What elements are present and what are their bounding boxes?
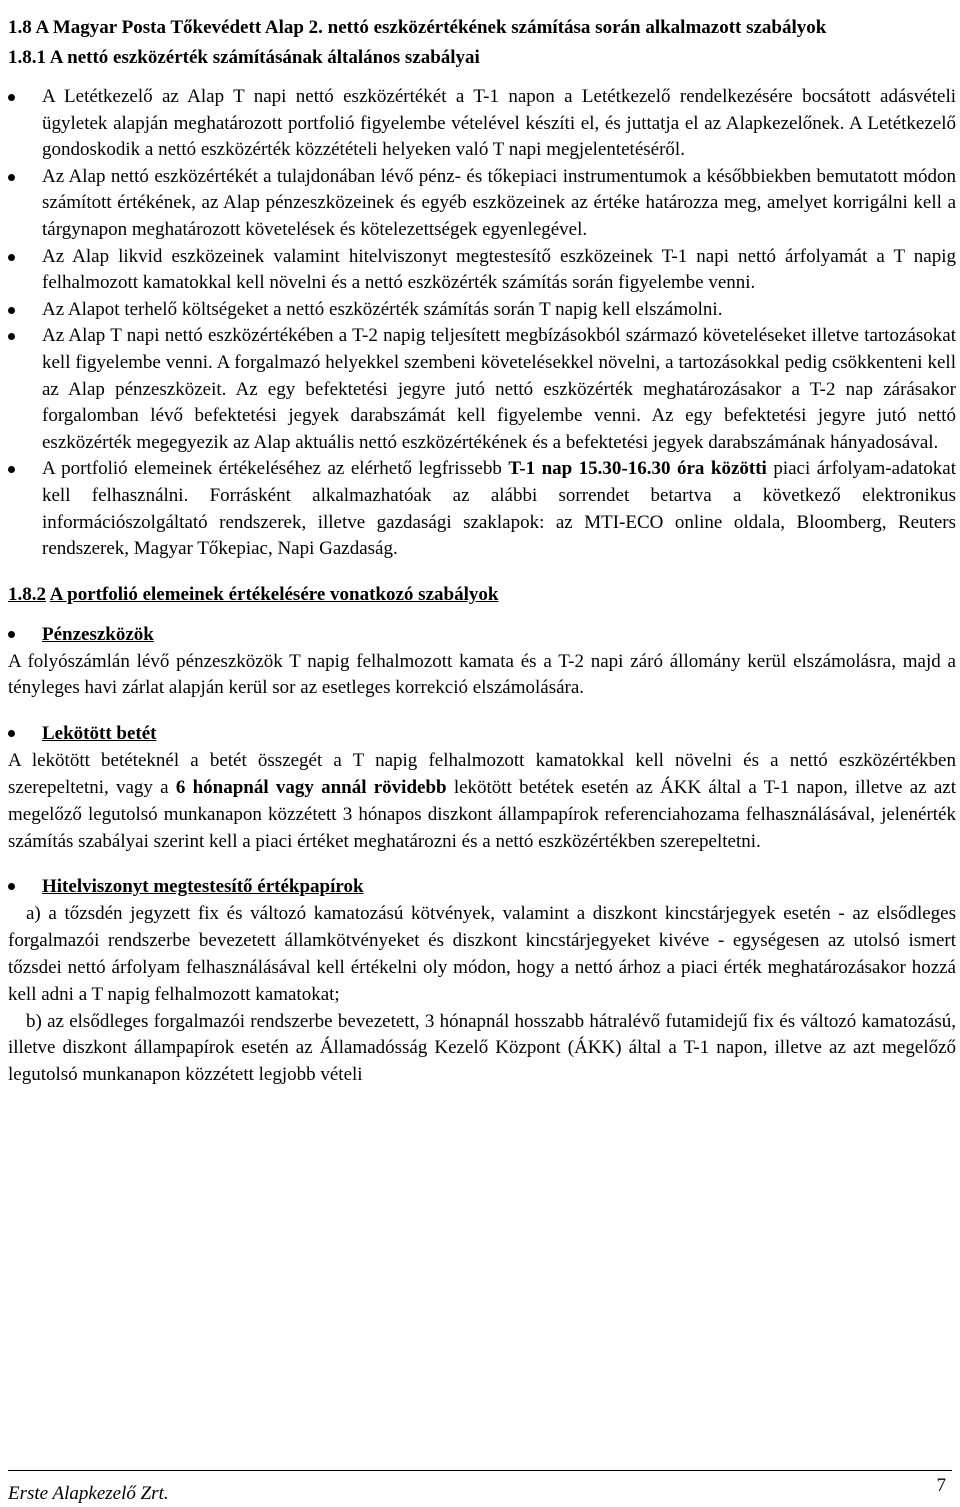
bullet-icon — [8, 466, 15, 473]
footer-company: Erste Alapkezelő Zrt. — [8, 1483, 169, 1504]
general-rule-item — [8, 297, 956, 324]
bullet-icon — [8, 94, 15, 101]
penzeszkozok-title: Pénzeszközök — [42, 623, 154, 645]
footer-page-number: 7 — [936, 1475, 946, 1496]
lekotott-betet-text — [8, 748, 956, 855]
general-rules-list — [8, 84, 956, 563]
lekotott-betet-text-bold: 6 hónapnál vagy annál rövidebb — [175, 777, 447, 799]
heading-1-8-2-number: 1.8.2 — [8, 583, 46, 605]
hitelviszony-title: Hitelviszonyt megtestesítő értékpapírok — [42, 876, 364, 898]
general-rule-text: A portfolió elemeinek értékeléséhez az elérhető legfrissebb — [42, 458, 509, 480]
lekotott-betet-title: Lekötött betét — [42, 723, 157, 745]
bullet-icon — [8, 883, 15, 890]
general-rule-text: piaci árfolyam-adatokat kell felhasználni. Forrásként alkalmazhatóak az alábbi sorrendet betartva a következő elektronikus információszolgáltató rendszerek, illetve gazdasági szaklapok: az MTI-ECO online oldala, Bloomberg, Reuters rendszerek, Magyar Tőkepiac, Napi Gazdaság. — [42, 458, 956, 560]
heading-1-8-1: 1.8.1 A nettó eszközérték számításának általános szabályai — [8, 47, 480, 68]
general-rule-text: Az Alap T napi nettó eszközértékében a T-2 napig teljesített megbízásokból származó követeléseket illetve tartozásokat kell figyelembe venni. A forgalmazó helyekkel szembeni követelésekkel növelni, a tartozásokkal pedig csökkenteni kell az Alap pénzeszközeit. Az egy befektetési jegyre jutó nettó eszközérték meghatározásakor a T-2 nap zárásakor forgalomban lévő befektetési jegyek darabszámát kell figyelembe venni. Az egy befektetési jegyre jutó nettó eszközérték megegyezik az Alap aktuális nettó eszközértékének és a befektetési jegyek darabszámának hányadosával. — [42, 325, 956, 453]
general-rule-item — [8, 244, 956, 297]
hitelviszony-item-a: a) a tőzsdén jegyzett fix és változó kamatozású kötvények, valamint a diszkont kincstárjegyek esetén - az elsődleges forgalmazói rendszerbe bevezetett államkötvényeket és diszkont kincstárjegyeket kivéve - egységesen az utolsó ismert tőzsdei nettó árfolyam felhasználásával kell értékelni oly módon, hogy a nettó árhoz a piaci érték meghatározásakor hozzá kell adni a T napig felhalmozott kamatokat; — [8, 903, 956, 1005]
document-page — [8, 14, 956, 1089]
general-rule-text: T-1 nap 15.30-16.30 óra közötti — [508, 458, 767, 480]
bullet-icon — [8, 730, 15, 737]
lekotott-betet-text-b: lekötött betétek esetén az ÁKK által a T-1 napon, illetve az azt megelőző legutolsó munkanapon közzétett 3 hónapos diszkont állampapírok referenciahozama felhasználásával, jelenérték számítás szabályai szerint kell a piaci értéket meghatározni és a nettó eszközértékben szerepeltetni. — [8, 777, 956, 852]
bullet-icon — [8, 174, 15, 181]
general-rule-item — [8, 164, 956, 244]
lekotott-betet-heading — [8, 720, 956, 748]
heading-1-8-2 — [8, 581, 956, 609]
bullet-icon — [8, 333, 15, 340]
bullet-icon — [8, 254, 15, 261]
penzeszkozok-text: A folyószámlán lévő pénzeszközök T napig felhalmozott kamata és a T-2 napi záró állomány kerül elszámolásra, majd a tényleges havi zárlat alapján kerül sor az esetleges korrekció elszámolására. — [8, 650, 956, 699]
bullet-icon — [8, 631, 15, 638]
lekotott-betet-text-a: A lekötött betéteknél a betét összegét a T napig felhalmozott kamatokkal kell növelni és a nettó eszközértékben szerepeltetni, vagy a — [8, 750, 956, 799]
general-rule-text: Az Alapot terhelő költségeket a nettó eszközérték számítás során T napig kell elszámolni. — [42, 298, 723, 320]
heading-1-8: 1.8 A Magyar Posta Tőkevédett Alap 2. nettó eszközértékének számítása során alkalmazott szabályok — [8, 17, 827, 38]
hitelviszony-item-b: b) az elsődleges forgalmazói rendszerbe bevezetett, 3 hónapnál hosszabb hátralévő futamidejű fix és változó kamatozású, illetve diszkont állampapírok esetén az Államadósság Kezelő Központ (ÁKK) által a T-1 napon, illetve az azt megelőző legutolsó munkanapon közzétett legjobb vételi — [8, 1010, 956, 1086]
general-rule-item — [8, 323, 956, 456]
hitelviszony-heading — [8, 873, 956, 901]
page-footer — [8, 1470, 952, 1504]
general-rule-item — [8, 456, 956, 562]
general-rule-text: Az Alap likvid eszközeinek valamint hitelviszonyt megtestesítő eszközeinek T-1 napi nettó árfolyamát a T napig felhalmozott kamatokkal kell növelni és a nettó eszközérték számítás során figyelembe venni. — [42, 245, 956, 294]
general-rule-text: A Letétkezelő az Alap T napi nettó eszközértékét a T-1 napon a Letétkezelő rendelkezésére bocsátott adásvételi ügyletek alapján meghatározott portfolió figyelembe vételével készíti el, és juttatja el az Alapkezelőnek. A Letétkezelő gondoskodik a nettó eszközérték közzétételi helyeken való T napi megjelentetéséről. — [42, 86, 956, 161]
bullet-icon — [8, 307, 15, 314]
heading-1-8-2-title: A portfolió elemeinek értékelésére vonatkozó szabályok — [49, 583, 499, 605]
penzeszkozok-heading — [8, 621, 956, 649]
general-rule-item — [8, 84, 956, 164]
general-rule-text: Az Alap nettó eszközértékét a tulajdonában lévő pénz- és tőkepiaci instrumentumok a későbbiekben bemutatott módon számított értékének, az Alap pénzeszközeinek és egyéb eszközeinek az értéke határozza meg, amelyet korrigálni kell a tárgynapon meghatározott követelések és kötelezettségek egyenlegével. — [42, 165, 956, 240]
